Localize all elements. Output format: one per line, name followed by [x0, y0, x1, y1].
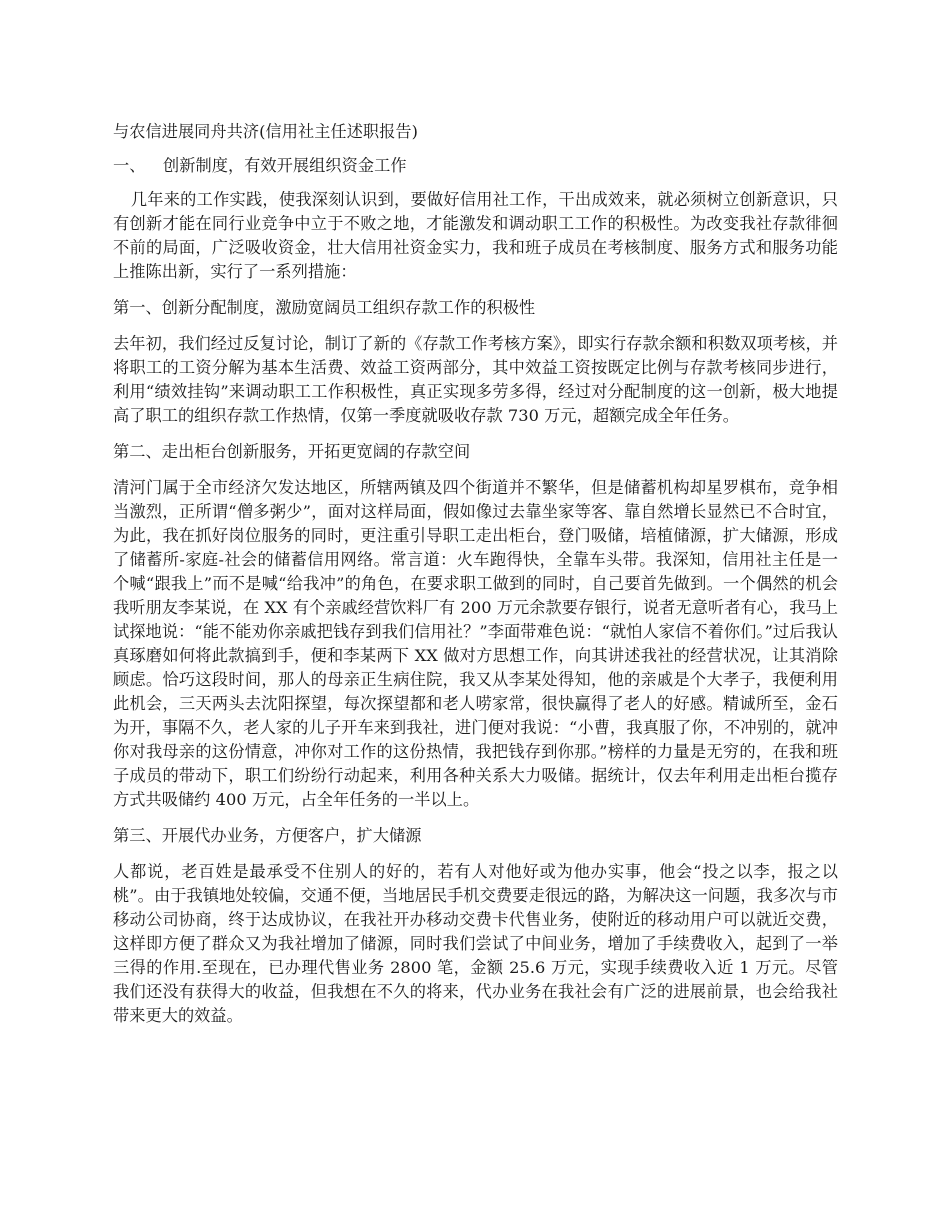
- section-number: 一、: [113, 156, 146, 175]
- section-heading-text: 创新制度，有效开展组织资金工作: [163, 156, 407, 175]
- part-body: 清河门属于全市经济欠发达地区，所辖两镇及四个街道并不繁华，但是储蓄机构却星罗棋布，竞争相当激烈，正所谓“僧多粥少”，面对这样局面，假如像过去靠坐家等客、靠自然增长显然已不合时宜，为此，我在抓好岗位服务的同时，更注重引导职工走出柜台，登门吸储，培植储源，扩大储源，形成了储蓄所-家庭-社会的储蓄信用网络。常言道：火车跑得快，全靠车头带。我深知，信用社主任是一个喊“跟我上”而不是喊“给我冲”的角色，在要求职工做到的同时，自己要首先做到。一个偶然的机会我听朋友李某说，在 XX 有个亲戚经营饮料厂有 200 万元余款要存银行，说者无意听者有心，我马上试探地说：“能不能劝你亲戚把钱存到我们信用社？”李面带难色说：“就怕人家信不着你们。”过后我认真琢磨如何将此款搞到手，便和李某两下 XX 做对方思想工作，向其讲述我社的经营状况，让其消除顾虑。恰巧这段时间，那人的母亲正生病住院，我又从李某处得知，他的亲戚是个大孝子，我便利用此机会，三天两头去沈阳探望，每次探望都和老人唠家常，很快赢得了老人的好感。精诚所至，金石为开，事隔不久，老人家的儿子开车来到我社，进门便对我说：“小曹，我真服了你，不冲别的，就冲你对我母亲的这份情意，冲你对工作的这份热情，我把钱存到你那。”榜样的力量是无穷的，在我和班子成员的带动下，职工们纷纷行动起来，利用各种关系大力吸储。据统计，仅去年利用走出柜台揽存方式共吸储约 400 万元，占全年任务的一半以上。: [113, 478, 838, 809]
- document-title: 与农信进展同舟共济(信用社主任述职报告): [113, 122, 419, 141]
- part-body: 人都说，老百姓是最承受不住别人的好的，若有人对他好或为他办实事，他会“投之以李，报之以桃”。由于我镇地处较偏，交通不便，当地居民手机交费要走很远的路，为解决这一问题，我多次与市移动公司协商，终于达成协议，在我社开办移动交费卡代售业务，使附近的移动用户可以就近交费，这样即方便了群众又为我社增加了储源，同时我们尝试了中间业务，增加了手续费收入，起到了一举三得的作用.至现在，已办理代售业务 2800 笔，金额 25.6 万元，实现手续费收入近 1 万元。尽管我们还没有获得大的收益，但我想在不久的将来，代办业务在我社会有广泛的进展前景，也会给我社带来更大的效益。: [113, 862, 838, 1025]
- part-heading: 第二、走出柜台创新服务，开拓更宽阔的存款空间: [113, 442, 471, 461]
- part-body: 去年初，我们经过反复讨论，制订了新的《存款工作考核方案》，即实行存款余额和积数双项考核，并将职工的工资分解为基本生活费、效益工资两部分，其中效益工资按既定比例与存款考核同步进行，利用“绩效挂钩”来调动职工工作积极性，真正实现多劳多得，经过对分配制度的这一创新，极大地提高了职工的组织存款工作热情，仅第一季度就吸收存款 730 万元，超额完成全年任务。: [113, 334, 838, 425]
- document-page: [113, 120, 838, 1040]
- intro-paragraph: 几年来的工作实践，使我深刻认识到，要做好信用社工作，干出成效来，就必须树立创新意识，只有创新才能在同行业竞争中立于不败之地，才能激发和调动职工工作的积极性。为改变我社存款徘徊不前的局面，广泛吸收资金，壮大信用社资金实力，我和班子成员在考核制度、服务方式和服务功能上推陈出新，实行了一系列措施：: [113, 190, 838, 281]
- part-heading: 第三、开展代办业务，方便客户，扩大储源: [113, 826, 422, 845]
- part-heading: 第一、创新分配制度，激励宽阔员工组织存款工作的积极性: [113, 298, 536, 317]
- section-heading: [113, 154, 838, 178]
